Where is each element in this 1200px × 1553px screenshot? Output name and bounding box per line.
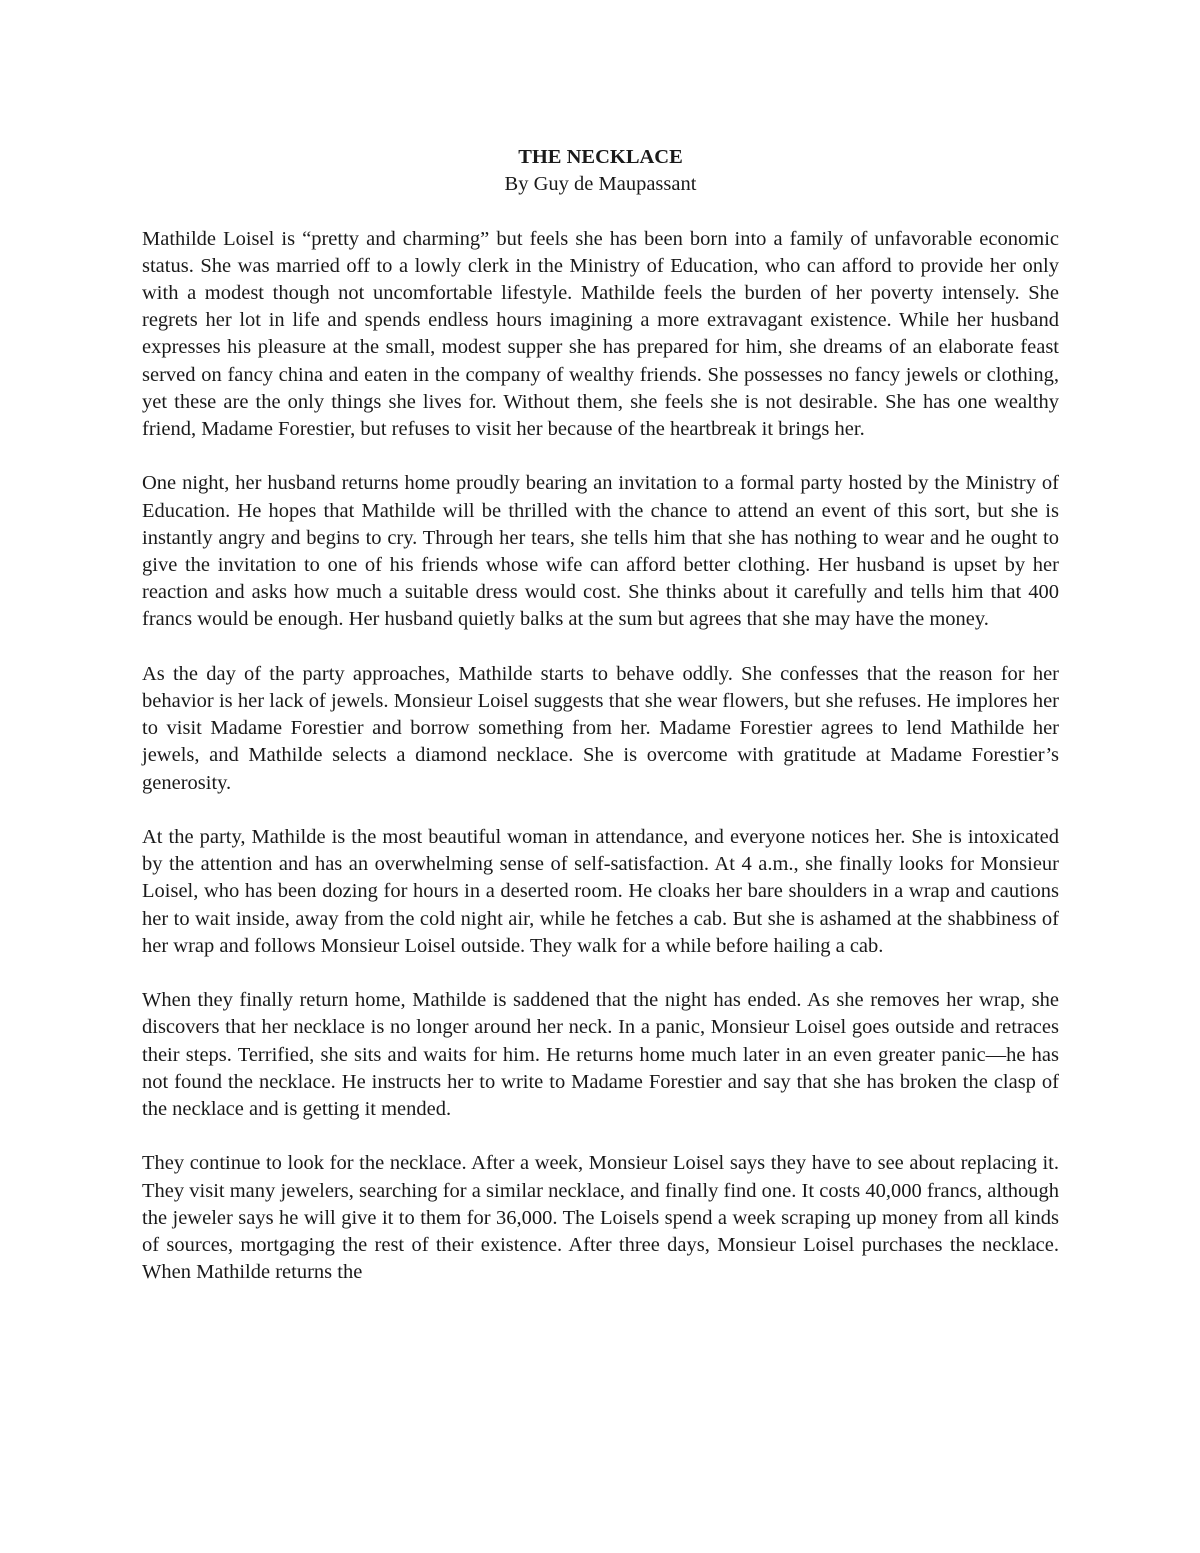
paragraph-3: As the day of the party approaches, Mathilde starts to behave oddly. She confesses that the reason for her behavior is her lack of jewels. Monsieur Loisel suggests that she wear flowers, but she refuses. He implores her to visit Madame Forestier and borrow something from her. Madame Forestier agrees to lend Mathilde her jewels, and Mathilde selects a diamond necklace. She is overcome with gratitude at Madame Forestier’s generosity.	[142, 662, 1059, 794]
paragraph-1: Mathilde Loisel is “pretty and charming” but feels she has been born into a family of unfavorable economic status. She was married off to a lowly clerk in the Ministry of Education, who can afford to provide her only with a modest though not uncomfortable lifestyle. Mathilde feels the burden of her poverty intensely. She regrets her lot in life and spends endless hours imagining a more extravagant existence. While her husband expresses his pleasure at the small, modest supper she has prepared for him, she dreams of an elaborate feast served on fancy china and eaten in the company of wealthy friends. She possesses no fancy jewels or clothing, yet these are the only things she lives for. Without them, she feels she is not desirable. She has one wealthy friend, Madame Forestier, but refuses to visit her because of the heartbreak it brings her.	[142, 227, 1059, 441]
paragraph-5: When they finally return home, Mathilde is saddened that the night has ended. As she removes her wrap, she discovers that her necklace is no longer around her neck. In a panic, Monsieur Loisel goes outside and retraces their steps. Terrified, she sits and waits for him. He returns home much later in an even greater panic—he has not found the necklace. He instructs her to write to Madame Forestier and say that she has broken the clasp of the necklace and is getting it mended.	[142, 989, 1059, 1121]
paragraph-2: One night, her husband returns home proudly bearing an invitation to a formal party hosted by the Ministry of Education. He hopes that Mathilde will be thrilled with the chance to attend an event of this sort, but she is instantly angry and begins to cry. Through her tears, she tells him that she has nothing to wear and he ought to give the invitation to one of his friends whose wife can afford better clothing. Her husband is upset by her reaction and asks how much a suitable dress would cost. She thinks about it carefully and tells him that 400 francs would be enough. Her husband quietly balks at the sum but agrees that she may have the money.	[142, 472, 1059, 631]
document-byline: By Guy de Maupassant	[504, 173, 697, 196]
document-title: THE NECKLACE	[518, 146, 683, 168]
document-body	[142, 144, 1059, 1286]
paragraph-4: At the party, Mathilde is the most beautiful woman in attendance, and everyone notices her. She is intoxicated by the attention and has an overwhelming sense of self-satisfaction. At 4 a.m., she finally looks for Monsieur Loisel, who has been dozing for hours in a deserted room. He cloaks her bare shoulders in a wrap and cautions her to wait inside, away from the cold night air, while he fetches a cab. But she is ashamed at the shabbiness of her wrap and follows Monsieur Loisel outside. They walk for a while before hailing a cab.	[142, 826, 1059, 957]
paragraph-6: They continue to look for the necklace. After a week, Monsieur Loisel says they have to see about replacing it. They visit many jewelers, searching for a similar necklace, and finally find one. It costs 40,000 francs, although the jeweler says he will give it to them for 36,000. The Loisels spend a week scraping up money from all kinds of sources, mortgaging the rest of their existence. After three days, Monsieur Loisel purchases the necklace. When Mathilde returns the	[142, 1152, 1059, 1284]
